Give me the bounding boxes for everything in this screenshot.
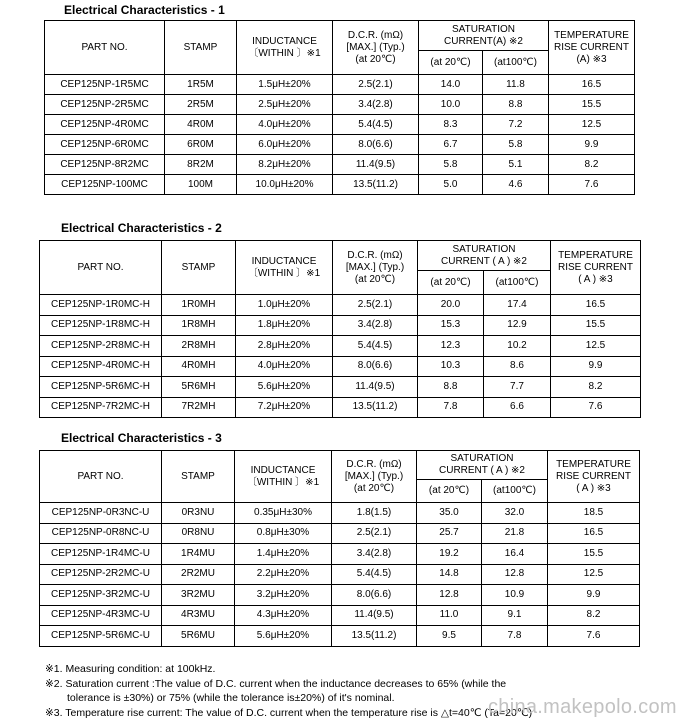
table-row — [40, 605, 640, 626]
table-row — [45, 135, 635, 155]
header-stamp: STAMP — [162, 241, 236, 295]
saturation-20c-value: 7.8 — [418, 397, 484, 418]
temp-rise-value: 12.5 — [551, 336, 641, 357]
temp-rise-value: 15.5 — [549, 95, 635, 115]
header-inductance — [237, 21, 333, 75]
temp-rise-value: 9.9 — [548, 585, 640, 606]
saturation-100c-value: 4.6 — [483, 175, 549, 195]
inductance-value: 10.0μH±20% — [237, 175, 333, 195]
note-1: ※1. Measuring condition: at 100kHz. — [45, 663, 216, 675]
header-saturation — [417, 451, 548, 480]
saturation-100c-value: 10.9 — [482, 585, 548, 606]
stamp-code: 0R8NU — [162, 523, 235, 544]
part-number: CEP125NP-1R8MC-H — [40, 315, 162, 336]
temp-rise-value: 7.6 — [548, 626, 640, 647]
saturation-100c-value: 8.8 — [483, 95, 549, 115]
table-row — [40, 397, 641, 418]
dcr-value: 11.4(9.5) — [333, 377, 418, 398]
saturation-100c-value: 5.1 — [483, 155, 549, 175]
dcr-value: 11.4(9.5) — [332, 605, 417, 626]
part-number: CEP125NP-1R0MC-H — [40, 295, 162, 316]
header-sat-20c: (at 20℃) — [418, 271, 484, 295]
saturation-100c-value: 5.8 — [483, 135, 549, 155]
table-row — [45, 95, 635, 115]
header-temp-rise — [551, 241, 641, 295]
header-saturation-line2: CURRENT ( A ) ※2 — [441, 255, 527, 267]
header-saturation-line2: CURRENT(A) ※2 — [444, 35, 523, 47]
dcr-value: 8.0(6.6) — [333, 135, 419, 155]
header-dcr-line3: (at 20℃) — [354, 273, 396, 285]
saturation-20c-value: 9.5 — [417, 626, 482, 647]
stamp-code: 2R8MH — [162, 336, 236, 357]
inductance-value: 4.0μH±20% — [236, 356, 333, 377]
part-number: CEP125NP-7R2MC-H — [40, 397, 162, 418]
temp-rise-value: 7.6 — [549, 175, 635, 195]
header-row — [40, 241, 641, 271]
inductance-value: 6.0μH±20% — [237, 135, 333, 155]
characteristics-table — [44, 20, 635, 195]
dcr-value: 3.4(2.8) — [333, 95, 419, 115]
header-part-no: PART NO. — [45, 21, 165, 75]
header-stamp: STAMP — [165, 21, 237, 75]
part-number: CEP125NP-0R8NC-U — [40, 523, 162, 544]
part-number: CEP125NP-4R3MC-U — [40, 605, 162, 626]
table-row — [40, 336, 641, 357]
saturation-20c-value: 14.0 — [419, 75, 483, 95]
header-part-no: PART NO. — [40, 451, 162, 503]
saturation-20c-value: 15.3 — [418, 315, 484, 336]
section-title: Electrical Characteristics - 3 — [61, 431, 222, 445]
note-2-continued: tolerance is ±30%) or 75% (while the tolerance is±20%) of it's nominal. — [67, 692, 395, 704]
saturation-20c-value: 19.2 — [417, 544, 482, 565]
header-inductance-line2: 〔WITHIN 〕※1 — [247, 267, 321, 279]
saturation-20c-value: 25.7 — [417, 523, 482, 544]
dcr-value: 2.5(2.1) — [333, 75, 419, 95]
header-temp-line1: TEMPERATURE — [556, 458, 631, 470]
saturation-100c-value: 12.9 — [484, 315, 551, 336]
part-number: CEP125NP-8R2MC — [45, 155, 165, 175]
dcr-value: 2.5(2.1) — [332, 523, 417, 544]
part-number: CEP125NP-5R6MC-U — [40, 626, 162, 647]
header-saturation-line2: CURRENT ( A ) ※2 — [439, 465, 525, 476]
header-sat-100c: (at100℃) — [482, 480, 548, 503]
table-row — [45, 155, 635, 175]
header-saturation-line1: SATURATION — [452, 243, 516, 255]
part-number: CEP125NP-1R4MC-U — [40, 544, 162, 565]
header-saturation-line1: SATURATION — [450, 453, 514, 464]
stamp-code: 5R6MH — [162, 377, 236, 398]
saturation-100c-value: 10.2 — [484, 336, 551, 357]
header-temp-line3: ( A ) ※3 — [576, 482, 611, 494]
inductance-value: 1.0μH±20% — [236, 295, 333, 316]
inductance-value: 7.2μH±20% — [236, 397, 333, 418]
header-inductance-line1: INDUCTANCE — [250, 464, 316, 476]
header-row — [45, 21, 635, 51]
table-row — [40, 564, 640, 585]
saturation-100c-value: 8.6 — [484, 356, 551, 377]
inductance-value: 0.8μH±30% — [235, 523, 332, 544]
dcr-value: 11.4(9.5) — [333, 155, 419, 175]
table-row — [45, 75, 635, 95]
stamp-code: 4R0M — [165, 115, 237, 135]
temp-rise-value: 8.2 — [549, 155, 635, 175]
table-row — [40, 544, 640, 565]
part-number: CEP125NP-4R0MC-H — [40, 356, 162, 377]
stamp-code: 8R2M — [165, 155, 237, 175]
temp-rise-value: 8.2 — [548, 605, 640, 626]
part-number: CEP125NP-2R8MC-H — [40, 336, 162, 357]
part-number: CEP125NP-2R5MC — [45, 95, 165, 115]
part-number: CEP125NP-0R3NC-U — [40, 503, 162, 524]
table-row — [40, 356, 641, 377]
inductance-value: 2.2μH±20% — [235, 564, 332, 585]
dcr-value: 1.8(1.5) — [332, 503, 417, 524]
section-title: Electrical Characteristics - 1 — [64, 3, 225, 17]
header-sat-100c: (at100℃) — [483, 51, 549, 75]
stamp-code: 1R0MH — [162, 295, 236, 316]
dcr-value: 5.4(4.5) — [333, 115, 419, 135]
inductance-value: 4.0μH±20% — [237, 115, 333, 135]
temp-rise-value: 12.5 — [548, 564, 640, 585]
inductance-value: 2.8μH±20% — [236, 336, 333, 357]
header-sat-20c: (at 20℃) — [419, 51, 483, 75]
inductance-value: 5.6μH±20% — [236, 377, 333, 398]
dcr-value: 5.4(4.5) — [332, 564, 417, 585]
stamp-code: 0R3NU — [162, 503, 235, 524]
temp-rise-value: 16.5 — [551, 295, 641, 316]
table-row — [40, 585, 640, 606]
note-3: ※3. Temperature rise current: The value of D.C. current when the temperature rise is △t=40℃ (Ta=20℃) — [45, 706, 533, 719]
inductance-value: 1.4μH±20% — [235, 544, 332, 565]
header-row — [40, 451, 640, 480]
saturation-100c-value: 12.8 — [482, 564, 548, 585]
table-row — [40, 377, 641, 398]
saturation-20c-value: 12.3 — [418, 336, 484, 357]
stamp-code: 6R0M — [165, 135, 237, 155]
saturation-20c-value: 35.0 — [417, 503, 482, 524]
header-dcr-line1: D.C.R. (mΩ) — [347, 29, 404, 41]
saturation-100c-value: 7.7 — [484, 377, 551, 398]
saturation-100c-value: 7.8 — [482, 626, 548, 647]
header-inductance-line1: INDUCTANCE — [252, 35, 317, 47]
characteristics-table — [39, 240, 641, 418]
part-number: CEP125NP-2R2MC-U — [40, 564, 162, 585]
dcr-value: 3.4(2.8) — [333, 315, 418, 336]
header-inductance-line1: INDUCTANCE — [251, 255, 317, 267]
part-number: CEP125NP-4R0MC — [45, 115, 165, 135]
header-saturation-line1: SATURATION — [452, 23, 515, 35]
temp-rise-value: 9.9 — [551, 356, 641, 377]
header-temp-line2: RISE CURRENT — [553, 41, 629, 53]
header-dcr — [332, 451, 417, 503]
inductance-value: 2.5μH±20% — [237, 95, 333, 115]
header-dcr-line1: D.C.R. (mΩ) — [346, 458, 402, 470]
saturation-20c-value: 8.8 — [418, 377, 484, 398]
saturation-20c-value: 10.3 — [418, 356, 484, 377]
table-row — [45, 115, 635, 135]
characteristics-table — [39, 450, 640, 647]
header-temp-line2: RISE CURRENT — [557, 261, 633, 273]
table-row — [40, 626, 640, 647]
inductance-value: 1.8μH±20% — [236, 315, 333, 336]
saturation-20c-value: 12.8 — [417, 585, 482, 606]
part-number: CEP125NP-100MC — [45, 175, 165, 195]
table-row — [45, 175, 635, 195]
header-sat-20c: (at 20℃) — [417, 480, 482, 503]
temp-rise-value: 16.5 — [548, 523, 640, 544]
dcr-value: 3.4(2.8) — [332, 544, 417, 565]
table-row — [40, 315, 641, 336]
inductance-value: 8.2μH±20% — [237, 155, 333, 175]
dcr-value: 2.5(2.1) — [333, 295, 418, 316]
stamp-code: 3R2MU — [162, 585, 235, 606]
saturation-20c-value: 5.0 — [419, 175, 483, 195]
header-dcr-line2: [MAX.] (Typ.) — [346, 41, 405, 53]
header-temp-rise — [549, 21, 635, 75]
temp-rise-value: 16.5 — [549, 75, 635, 95]
saturation-100c-value: 21.8 — [482, 523, 548, 544]
part-number: CEP125NP-1R5MC — [45, 75, 165, 95]
table-row — [40, 523, 640, 544]
header-dcr — [333, 241, 418, 295]
stamp-code: 2R2MU — [162, 564, 235, 585]
temp-rise-value: 15.5 — [551, 315, 641, 336]
table-row — [40, 503, 640, 524]
saturation-20c-value: 14.8 — [417, 564, 482, 585]
temp-rise-value: 9.9 — [549, 135, 635, 155]
note-2: ※2. Saturation current :The value of D.C. current when the inductance decreases to 65% (while the — [45, 677, 507, 690]
saturation-100c-value: 32.0 — [482, 503, 548, 524]
stamp-code: 5R6MU — [162, 626, 235, 647]
section-title: Electrical Characteristics - 2 — [61, 221, 222, 235]
table-row — [40, 295, 641, 316]
header-temp-line1: TEMPERATURE — [558, 249, 633, 261]
saturation-20c-value: 8.3 — [419, 115, 483, 135]
stamp-code: 4R0MH — [162, 356, 236, 377]
temp-rise-value: 18.5 — [548, 503, 640, 524]
temp-rise-value: 15.5 — [548, 544, 640, 565]
dcr-value: 13.5(11.2) — [333, 175, 419, 195]
saturation-20c-value: 5.8 — [419, 155, 483, 175]
dcr-value: 13.5(11.2) — [332, 626, 417, 647]
header-temp-line3: ( A ) ※3 — [578, 273, 613, 285]
stamp-code: 7R2MH — [162, 397, 236, 418]
inductance-value: 0.35μH±30% — [235, 503, 332, 524]
header-temp-line2: RISE CURRENT — [555, 470, 631, 482]
saturation-100c-value: 7.2 — [483, 115, 549, 135]
header-stamp: STAMP — [162, 451, 235, 503]
saturation-100c-value: 9.1 — [482, 605, 548, 626]
inductance-value: 1.5μH±20% — [237, 75, 333, 95]
inductance-value: 5.6μH±20% — [235, 626, 332, 647]
header-dcr-line3: (at 20℃) — [355, 53, 396, 65]
temp-rise-value: 8.2 — [551, 377, 641, 398]
saturation-100c-value: 11.8 — [483, 75, 549, 95]
header-temp-line1: TEMPERATURE — [554, 29, 629, 41]
saturation-100c-value: 16.4 — [482, 544, 548, 565]
header-dcr-line2: [MAX.] (Typ.) — [345, 261, 405, 273]
header-inductance-line2: 〔WITHIN 〕※1 — [246, 476, 320, 488]
header-inductance — [236, 241, 333, 295]
header-temp-rise — [548, 451, 640, 503]
watermark: china.makepolo.com — [488, 696, 677, 718]
saturation-100c-value: 6.6 — [484, 397, 551, 418]
header-inductance — [235, 451, 332, 503]
part-number: CEP125NP-6R0MC — [45, 135, 165, 155]
dcr-value: 5.4(4.5) — [333, 336, 418, 357]
header-saturation — [418, 241, 551, 271]
stamp-code: 100M — [165, 175, 237, 195]
header-dcr-line1: D.C.R. (mΩ) — [347, 249, 403, 261]
part-number: CEP125NP-3R2MC-U — [40, 585, 162, 606]
stamp-code: 4R3MU — [162, 605, 235, 626]
stamp-code: 1R8MH — [162, 315, 236, 336]
header-dcr — [333, 21, 419, 75]
stamp-code: 1R4MU — [162, 544, 235, 565]
saturation-20c-value: 11.0 — [417, 605, 482, 626]
header-dcr-line2: [MAX.] (Typ.) — [344, 470, 404, 482]
header-temp-line3: (A) ※3 — [576, 53, 607, 65]
saturation-20c-value: 10.0 — [419, 95, 483, 115]
stamp-code: 2R5M — [165, 95, 237, 115]
part-number: CEP125NP-5R6MC-H — [40, 377, 162, 398]
saturation-20c-value: 20.0 — [418, 295, 484, 316]
header-dcr-line3: (at 20℃) — [353, 482, 395, 494]
inductance-value: 4.3μH±20% — [235, 605, 332, 626]
header-part-no: PART NO. — [40, 241, 162, 295]
saturation-100c-value: 17.4 — [484, 295, 551, 316]
dcr-value: 8.0(6.6) — [333, 356, 418, 377]
saturation-20c-value: 6.7 — [419, 135, 483, 155]
header-inductance-line2: 〔WITHIN 〕※1 — [248, 47, 321, 59]
dcr-value: 8.0(6.6) — [332, 585, 417, 606]
inductance-value: 3.2μH±20% — [235, 585, 332, 606]
dcr-value: 13.5(11.2) — [333, 397, 418, 418]
header-sat-100c: (at100℃) — [484, 271, 551, 295]
header-saturation — [419, 21, 549, 51]
temp-rise-value: 12.5 — [549, 115, 635, 135]
temp-rise-value: 7.6 — [551, 397, 641, 418]
stamp-code: 1R5M — [165, 75, 237, 95]
